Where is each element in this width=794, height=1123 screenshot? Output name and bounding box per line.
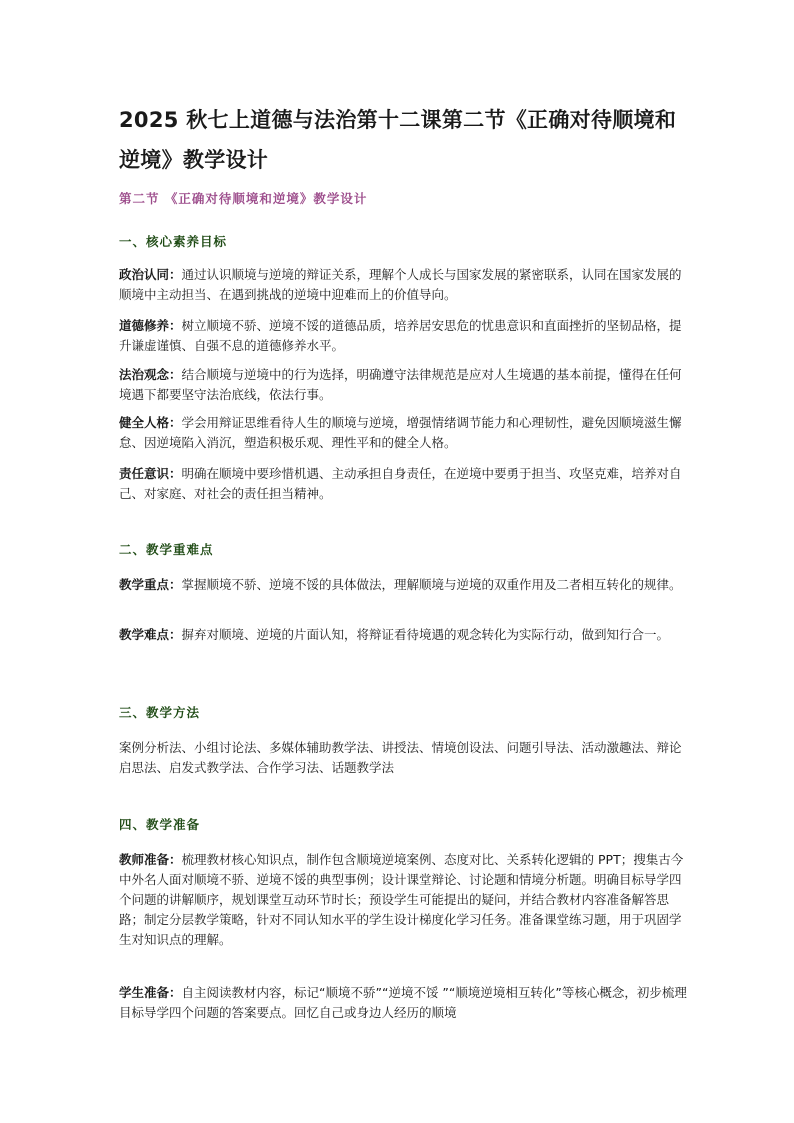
section-heading-methods: 三、教学方法 (119, 705, 201, 720)
section-heading-key-points: 二、教学重难点 (119, 542, 214, 557)
paragraph-rule-of-law (119, 365, 687, 405)
paragraph-text: 学会用辩证思维看待人生的顺境与逆境，增强情绪调节能力和心理韧性，避免因顺境滋生懈怠、因逆境陷入消沉，塑造积极乐观、理性平和的健全人格。 (119, 415, 682, 450)
paragraph-label: 教学重点： (119, 577, 182, 592)
paragraph-text: 树立顺境不骄、逆境不馁的道德品质，培养居安思危的忧患意识和直面挫折的坚韧品格，提升谦虚谨慎、自强不息的道德修养水平。 (119, 318, 682, 353)
paragraph-methods: 案例分析法、小组讨论法、多媒体辅助教学法、讲授法、情境创设法、问题引导法、活动激趣法、辩论启思法、启发式教学法、合作学习法、话题教学法 (119, 740, 682, 775)
paragraph-label: 法治观念： (119, 367, 182, 382)
paragraph-label: 学生准备： (119, 985, 182, 1000)
document-title: 2025 秋七上道德与法治第十二课第二节《正确对待顺境和逆境》教学设计 (119, 108, 677, 172)
paragraph-label: 教师准备： (119, 852, 182, 867)
paragraph-text: 自主阅读教材内容，标记“顺境不骄”“逆境不馁 ”“顺境逆境相互转化”等核心概念，初步梳理目标导学四个问题的答案要点。回忆自己或身边人经历的顺境 (119, 985, 687, 1020)
paragraph-text: 通过认识顺境与逆境的辩证关系，理解个人成长与国家发展的紧密联系，认同在国家发展的顺境中主动担当、在遇到挑战的逆境中迎难而上的价值导向。 (119, 267, 682, 302)
paragraph-text: 明确在顺境中要珍惜机遇、主动承担自身责任，在逆境中要勇于担当、攻坚克难，培养对自己、对家庭、对社会的责任担当精神。 (119, 466, 682, 501)
paragraph-teaching-difficulty (119, 625, 687, 645)
paragraph-label: 责任意识： (119, 466, 182, 481)
paragraph-moral-cultivation (119, 316, 687, 356)
paragraph-label: 道德修养： (119, 318, 182, 333)
paragraph-text: 摒弃对顺境、逆境的片面认知，将辩证看待境遇的观念转化为实际行动，做到知行合一。 (181, 627, 670, 642)
paragraph-sound-personality (119, 413, 687, 453)
paragraph-political-identity (119, 265, 687, 305)
paragraph-teaching-focus (119, 575, 687, 595)
paragraph-responsibility (119, 464, 687, 504)
paragraph-label: 政治认同： (119, 267, 182, 282)
section-heading-preparation: 四、教学准备 (119, 817, 201, 832)
paragraph-student-preparation (119, 983, 687, 1023)
paragraph-text: 梳理教材核心知识点，制作包含顺境逆境案例、态度对比、关系转化逻辑的 PPT；搜集古今中外名人面对顺境不骄、逆境不馁的典型事例；设计课堂辩论、讨论题和情境分析题。明确目标导学四个问题的讲解顺序，规划课堂互动环节时长；预设学生可能提出的疑问，并结合教材内容准备解答思路；制定分层教学策略，针对不同认知水平的学生设计梯度化学习任务。准备课堂练习题，用于巩固学生对知识点的理解。 (119, 852, 684, 947)
paragraph-label: 教学难点： (119, 627, 182, 642)
paragraph-text: 结合顺境与逆境中的行为选择，明确遵守法律规范是应对人生境遇的基本前提，懂得在任何境遇下都要坚守法治底线，依法行事。 (119, 367, 682, 402)
paragraph-text: 掌握顺境不骄、逆境不馁的具体做法，理解顺境与逆境的双重作用及二者相互转化的规律。 (181, 577, 682, 592)
section-heading-core-goals: 一、核心素养目标 (119, 234, 228, 249)
paragraph-label: 健全人格： (119, 415, 182, 430)
paragraph-teacher-preparation (119, 850, 687, 950)
document-subtitle: 第二节 《正确对待顺境和逆境》教学设计 (119, 191, 368, 206)
